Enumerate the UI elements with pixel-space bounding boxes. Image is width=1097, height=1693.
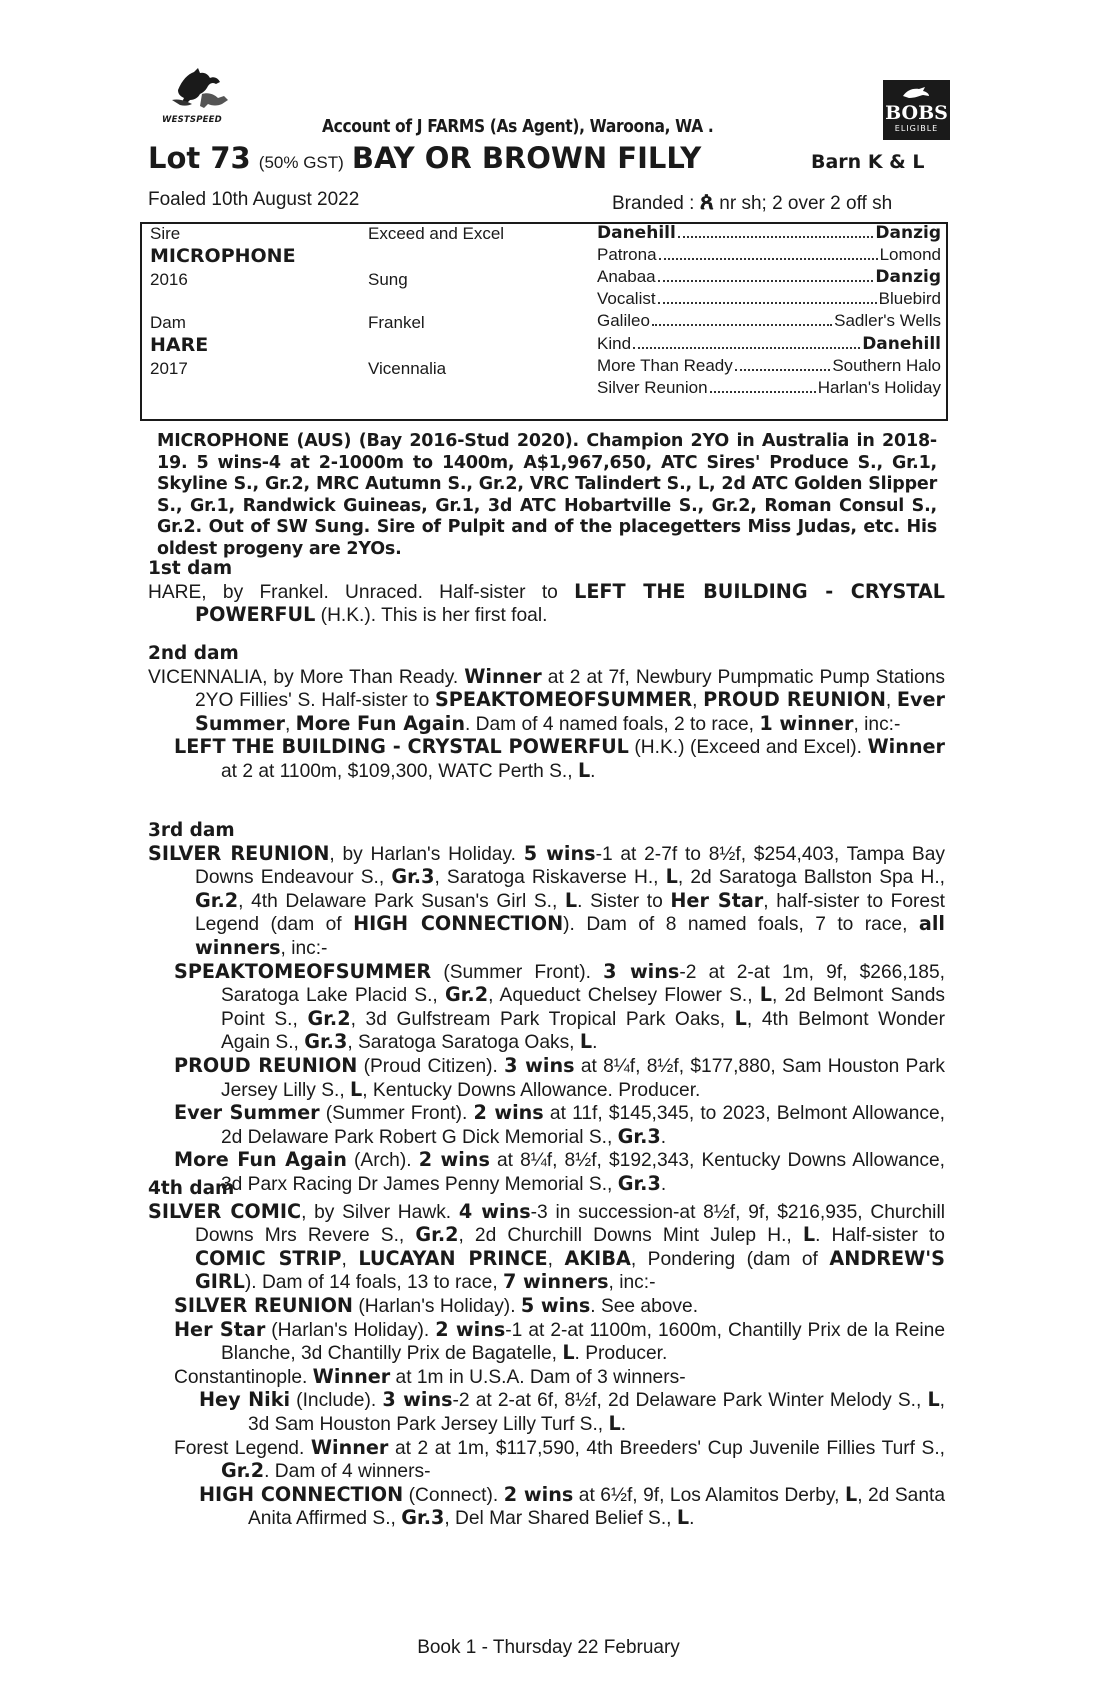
entry-text: (Summer Front). <box>319 1103 474 1125</box>
bold-text: SPEAKTOMEOFSUMMER <box>434 688 693 712</box>
dam-heading: 3rd dam <box>148 820 235 841</box>
entry-text: (Connect). <box>403 1484 504 1506</box>
pedigree-entry <box>148 1484 945 1531</box>
entry-text: , 4th Delaware Park Susan's Girl S., <box>238 890 565 912</box>
entry-text: , 2d Santa Anita Affirmed S., <box>248 1484 945 1530</box>
entry-text: , by Silver Hawk. <box>301 1201 459 1223</box>
sire-sire: Exceed and Excel <box>368 224 505 243</box>
pedigree-entry <box>148 843 945 961</box>
entry-text: (Harlan's Holiday). <box>352 1295 521 1317</box>
brand-description <box>612 187 892 215</box>
entry-text: . <box>590 760 596 782</box>
bold-text: L <box>734 1006 747 1030</box>
bold-text: 2 wins <box>418 1148 490 1172</box>
bold-text: L <box>577 758 591 782</box>
bold-text: 2 wins <box>473 1101 544 1125</box>
bold-text: L <box>608 1411 621 1435</box>
bold-text: Winner <box>464 664 542 688</box>
pedigree-table <box>140 222 948 421</box>
bold-text: all winners <box>195 912 945 959</box>
bold-text: L <box>564 888 578 912</box>
leader-dots <box>633 347 860 349</box>
ggp-dam-sire: Southern Halo <box>832 356 941 375</box>
entry-text: (Proud Citizen). <box>357 1055 505 1077</box>
foaled-date: Foaled 10th August 2022 <box>148 189 360 210</box>
sire-year: 2016 <box>150 270 188 289</box>
bold-text: LUCAYAN PRINCE <box>358 1246 548 1270</box>
pedigree-entry <box>148 1366 945 1390</box>
bold-text: L <box>350 1077 363 1101</box>
bold-text: Gr.3 <box>617 1124 661 1148</box>
entry-text: at 8¼f, 8½f, $177,880, Sam Houston Park Jersey Lilly S., <box>221 1055 945 1101</box>
bold-text: Her Star <box>174 1317 266 1341</box>
leader-dots <box>652 324 832 326</box>
dam-name: HARE <box>150 334 209 356</box>
entry-text: VICENNALIA, by More Than Ready. <box>148 666 465 688</box>
dam-heading: 2nd dam <box>148 643 239 664</box>
bold-text: L <box>579 1030 593 1054</box>
bold-text: L <box>844 1482 858 1506</box>
entry-text: . <box>592 1032 598 1054</box>
ggp-sire: Danehill <box>597 223 676 243</box>
ggp-sire: Galileo <box>597 311 650 330</box>
ggp-row <box>597 223 941 243</box>
bobs-logo-text: BOBS <box>885 102 948 124</box>
bobs-horse-icon <box>901 86 931 100</box>
vendor-line: Account of J FARMS (As Agent), Waroona, WA . <box>322 116 714 137</box>
leader-dots <box>658 302 877 304</box>
bold-text: Gr.2 <box>307 1006 351 1030</box>
entry-text: , Saratoga Saratoga Oaks, <box>347 1032 580 1054</box>
bobs-eligible-logo <box>883 80 950 140</box>
pedigree-entry <box>148 961 945 1055</box>
ggp-dam-sire: Lomond <box>879 245 941 264</box>
dam-dam: Vicennalia <box>368 359 447 378</box>
pedigree-entry <box>148 1437 945 1484</box>
entry-text: , <box>547 1248 565 1270</box>
entry-text: ). Dam of 8 named foals, 7 to race, <box>563 914 919 936</box>
entry-text: (Arch). <box>346 1150 419 1172</box>
pedigree-entry <box>148 581 945 628</box>
leader-dots <box>678 236 874 238</box>
bold-text: Gr.3 <box>401 1506 445 1530</box>
bold-text: Gr.3 <box>617 1171 661 1195</box>
bold-text: Winner <box>867 735 945 759</box>
bold-text: L <box>759 983 772 1007</box>
bold-text: L <box>802 1223 816 1247</box>
ggp-dam-sire: Danzig <box>875 267 941 287</box>
pedigree-entry <box>148 666 945 737</box>
ggp-row <box>597 245 941 265</box>
bold-text: HIGH CONNECTION <box>199 1482 404 1506</box>
entry-text: , half-sister to Forest Legend (dam of <box>195 890 946 936</box>
ggp-dam-sire: Danzig <box>875 223 941 243</box>
brand-mark: ጰ <box>699 187 714 215</box>
bold-text: COMIC STRIP <box>195 1246 342 1270</box>
entry-text: (Summer Front). <box>431 961 604 983</box>
bold-text: 2 wins <box>435 1317 506 1341</box>
bold-text: Ever Summer <box>174 1101 320 1125</box>
bold-text: HIGH CONNECTION <box>353 912 564 936</box>
leader-dots <box>659 258 878 260</box>
ggp-dam-sire: Bluebird <box>878 289 941 308</box>
bold-text: SILVER COMIC <box>148 1199 302 1223</box>
ggp-sire: Kind <box>597 334 632 353</box>
entry-text: , 3d Sam Houston Park Jersey Lilly Turf S., <box>248 1390 946 1435</box>
dam-section <box>148 643 945 784</box>
entry-text: , Del Mar Shared Belief S., <box>444 1508 677 1530</box>
entry-text: . <box>660 1126 667 1148</box>
bold-text: PROUD REUNION <box>174 1053 358 1077</box>
entry-text: at 8¼f, 8½f, $192,343, Kentucky Downs Allowance, 3d Parx Racing Dr James Penny Memorial S., <box>221 1150 945 1195</box>
bold-text: Gr.2 <box>415 1223 459 1247</box>
dam-section <box>148 820 945 1197</box>
entry-text: , Pondering (dam of <box>630 1248 830 1270</box>
bold-text: Gr.3 <box>304 1030 348 1054</box>
entry-text: (H.K.). This is her first foal. <box>315 605 548 627</box>
entry-text: , inc:- <box>608 1272 656 1294</box>
dam-heading: 4th dam <box>148 1178 235 1199</box>
bobs-logo-subtext: ELIGIBLE <box>894 124 939 133</box>
lot-number: Lot 73 <box>148 141 251 175</box>
sire-name: MICROPHONE <box>150 245 296 267</box>
ggp-row <box>597 378 941 398</box>
pedigree-entry <box>148 1389 945 1436</box>
entry-text: , <box>692 690 704 712</box>
entry-text: at 2 at 1100m, $109,300, WATC Perth S., <box>221 760 578 782</box>
entry-text: . <box>620 1413 627 1435</box>
bold-text: PROUD REUNION <box>703 688 886 712</box>
dam-section <box>148 558 945 628</box>
bold-text: Winner <box>312 1364 391 1388</box>
bold-text: 1 winner <box>759 711 854 735</box>
entry-text: . Dam of 4 winners- <box>264 1461 431 1483</box>
bold-text: Gr.3 <box>391 865 435 889</box>
bold-text: SPEAKTOMEOFSUMMER <box>174 959 432 983</box>
ggp-sire: Vocalist <box>597 289 656 308</box>
bold-text: Gr.2 <box>444 983 489 1007</box>
entry-text: (H.K.) (Exceed and Excel). <box>628 737 868 759</box>
entry-text: HARE, by Frankel. Unraced. Half-sister to <box>148 581 575 603</box>
bold-text: 4 wins <box>458 1199 531 1223</box>
entry-text: , 2d Saratoga Ballston Spa H., <box>677 867 945 889</box>
bold-text: Gr.2 <box>221 1459 265 1483</box>
bold-text: 5 wins <box>523 841 596 865</box>
bold-text: Hey Niki <box>199 1388 291 1412</box>
entry-text: (Include). <box>290 1390 383 1412</box>
westspeed-logo <box>158 64 240 132</box>
bold-text: L <box>665 865 678 889</box>
ggp-row <box>597 311 941 331</box>
entry-text: , <box>341 1248 359 1270</box>
bold-text: 5 wins <box>520 1293 591 1317</box>
entry-text: -1 at 2-at 1100m, 1600m, Chantilly Prix de la Reine Blanche, 3d Chantilly Prix de Bagatelle, <box>221 1319 946 1365</box>
entry-text: at 2 at 1m, $117,590, 4th Breeders' Cup Juvenile Fillies Turf S., <box>388 1437 946 1459</box>
ggp-dam-sire: Danehill <box>862 334 941 354</box>
dam-year: 2017 <box>150 359 188 378</box>
entry-text: , Kentucky Downs Allowance. Producer. <box>362 1079 701 1101</box>
dam-section <box>148 1178 945 1531</box>
bold-text: 3 wins <box>382 1388 453 1412</box>
bold-text: L <box>676 1506 690 1530</box>
bold-text: L <box>927 1388 940 1412</box>
sire-summary: MICROPHONE (AUS) (Bay 2016-Stud 2020). Champion 2YO in Australia in 2018-19. 5 wins-4 at 2-1000m to 1400m, A$1,967,650, ATC Sires' Produce S., Gr.1, Skyline S., Gr.2, MRC Autumn S., Gr.2, VRC Talindert S., L, 2d ATC Golden Slipper S., Gr.1, Randwick Guineas, Gr.1, 3d ATC Hobartville S., Gr.2, Roman Consul S., Gr.2. Out of SW Sung. Sire of Pulpit and of the placegetters Miss Judas, etc. His oldest progeny are 2YOs. <box>157 431 937 559</box>
leader-dots <box>710 391 816 393</box>
pedigree-entry <box>148 1201 945 1295</box>
bold-text: 2 wins <box>503 1482 574 1506</box>
bold-text: 3 wins <box>603 959 680 983</box>
bold-text: ANDREW'S GIRL <box>195 1246 945 1294</box>
pedigree-entry <box>148 736 945 783</box>
entry-text: at 11f, $145,345, to 2023, Belmont Allowance, 2d Delaware Park Robert G Dick Memorial S., <box>221 1103 945 1148</box>
pedigree-entry <box>148 1102 945 1149</box>
entry-text: , inc:- <box>280 937 328 959</box>
entry-text: . Sister to <box>577 890 671 912</box>
entry-text: , Aqueduct Chelsey Flower S., <box>488 985 760 1007</box>
ggp-row <box>597 334 941 354</box>
gst-note: (50% GST) <box>258 153 344 172</box>
leader-dots <box>735 369 831 371</box>
bold-text: SILVER REUNION <box>174 1293 353 1317</box>
entry-text: -1 at 2-7f to 8½f, $254,403, Tampa Bay Downs Endeavour S., <box>195 843 945 889</box>
ggp-row <box>597 356 941 376</box>
sire-dam: Sung <box>368 270 408 289</box>
entry-text: , 3d Gulfstream Park Tropical Park Oaks, <box>350 1008 735 1030</box>
entry-text: . Dam of 4 named foals, 2 to race, <box>464 713 760 735</box>
entry-text: . Producer. <box>574 1343 668 1365</box>
ggp-dam-sire: Harlan's Holiday <box>817 378 941 397</box>
bold-text: LEFT THE BUILDING - CRYSTAL POWERFUL <box>174 735 629 759</box>
entry-text: , 4th Belmont Wonder Again S., <box>221 1008 945 1054</box>
entry-text: Forest Legend. <box>174 1437 311 1459</box>
entry-text: , Saratoga Riskaverse H., <box>434 867 666 889</box>
entry-text: -2 at 2-at 6f, 8½f, 2d Delaware Park Winter Melody S., <box>452 1390 928 1412</box>
ggp-dam-sire: Sadler's Wells <box>834 311 941 330</box>
entry-text: , <box>284 713 296 735</box>
barn-label: Barn K & L <box>811 151 925 173</box>
sire-label: Sire <box>150 224 181 243</box>
bold-text: Gr.2 <box>195 888 239 912</box>
bold-text: Winner <box>310 1435 389 1459</box>
entry-text: , inc:- <box>853 713 901 735</box>
dam-sire: Frankel <box>368 313 425 332</box>
dam-heading: 1st dam <box>148 558 233 579</box>
entry-text: Constantinople. <box>174 1366 313 1388</box>
entry-text: . Half-sister to <box>815 1225 945 1247</box>
pedigree-entry <box>148 1295 945 1319</box>
dam-label: Dam <box>150 313 186 332</box>
entry-text: (Harlan's Holiday). <box>265 1319 436 1341</box>
entry-text: , 2d Churchill Downs Mint Julep H., <box>458 1225 803 1247</box>
entry-text: , <box>885 690 897 712</box>
entry-text: ). Dam of 14 foals, 13 to race, <box>244 1272 503 1294</box>
lot-title <box>148 141 701 176</box>
bold-text: AKIBA <box>564 1246 631 1270</box>
entry-text: at 1m in U.S.A. Dam of 3 winners- <box>390 1366 686 1388</box>
pedigree-entry <box>148 1319 945 1366</box>
entry-text: , by Harlan's Holiday. <box>329 843 524 865</box>
ggp-sire: More Than Ready <box>597 356 733 375</box>
horse-description: BAY OR BROWN FILLY <box>351 141 702 175</box>
ggp-sire: Silver Reunion <box>597 378 708 397</box>
entry-text: at 6½f, 9f, Los Alamitos Derby, <box>573 1484 845 1506</box>
ggp-row <box>597 267 941 287</box>
ggp-row <box>597 289 941 309</box>
bold-text: SILVER REUNION <box>148 841 330 865</box>
pedigree-entry <box>148 1055 945 1102</box>
entry-text: . <box>689 1508 695 1530</box>
branded-prefix: Branded : <box>612 193 695 214</box>
entry-text: , 2d Belmont Sands Point S., <box>221 985 945 1030</box>
bold-text: Her Star <box>670 888 764 912</box>
westspeed-wordmark: WESTSPEED <box>162 115 222 125</box>
bold-text: 7 winners <box>502 1270 609 1294</box>
bold-text: L <box>562 1341 575 1365</box>
bold-text: More Fun Again <box>174 1148 347 1172</box>
bold-text: 3 wins <box>504 1053 575 1077</box>
bold-text: More Fun Again <box>295 711 465 735</box>
bold-text: Ever Summer <box>195 688 945 735</box>
leader-dots <box>658 280 874 282</box>
entry-text: -2 at 2-at 1m, 9f, $266,185, Saratoga Lake Placid S., <box>221 961 945 1007</box>
page-footer: Book 1 - Thursday 22 February <box>417 1637 680 1658</box>
entry-text: . See above. <box>590 1295 699 1317</box>
entry-text: -3 in succession-at 8½f, 9f, $216,935, Churchill Downs Mrs Revere S., <box>195 1201 945 1247</box>
bold-text: LEFT THE BUILDING - CRYSTAL POWERFUL <box>195 579 945 627</box>
entry-text: . <box>660 1173 667 1195</box>
ggp-sire: Anabaa <box>597 267 656 286</box>
entry-text: at 2 at 7f, Newbury Pumpmatic Pump Stations 2YO Fillies' S. Half-sister to <box>195 666 945 712</box>
branded-suffix: nr sh; 2 over 2 off sh <box>719 193 893 214</box>
ggp-sire: Patrona <box>597 245 657 264</box>
